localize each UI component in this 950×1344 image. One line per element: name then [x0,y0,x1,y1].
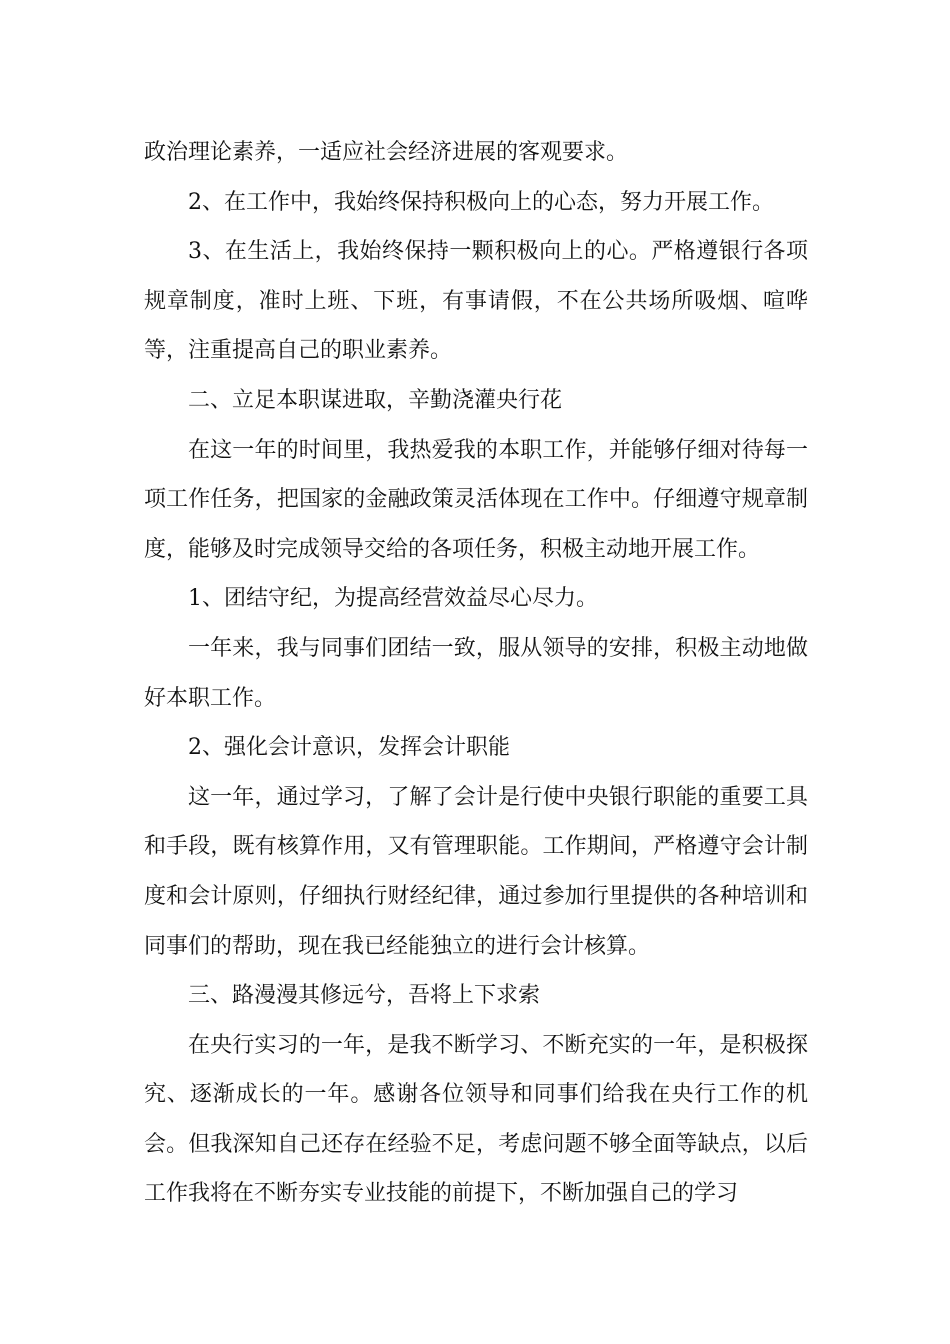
paragraph-2: 2、在工作中，我始终保持积极向上的心态，努力开展工作。 [188,189,774,215]
paragraph-9: 这一年，通过学习，了解了会计是行使中央银行职能的重要工具和手段，既有核算作用，又有管理职能。工作期间，严格遵守会计制度和会计原则，仔细执行财经纪律，通过参加行里提供的各种培训和同事们的帮助，现在我已经能独立的进行会计核算。 [144,784,808,959]
paragraph-5: 在这一年的时间里，我热爱我的本职工作，并能够仔细对待每一项工作任务，把国家的金融政策灵活体现在工作中。仔细遵守规章制度，能够及时完成领导交给的各项任务，积极主动地开展工作。 [144,437,808,562]
document-body [144,128,808,1219]
paragraph-3: 3、在生活上，我始终保持一颗积极向上的心。严格遵银行各项规章制度，准时上班、下班，有事请假，不在公共场所吸烟、喧哗等，注重提高自己的职业素养。 [144,239,808,364]
paragraph-7: 一年来，我与同事们团结一致，服从领导的安排，积极主动地做好本职工作。 [144,635,808,711]
paragraph-1: 政治理论素养，一适应社会经济进展的客观要求。 [144,140,629,165]
section-heading-3: 三、路漫漫其修远兮，吾将上下求索 [188,983,541,1009]
subheading-2: 2、强化会计意识，发挥会计职能 [188,735,510,761]
subheading-1: 1、团结守纪，为提高经营效益尽心尽力。 [188,586,598,612]
paragraph-11: 在央行实习的一年，是我不断学习、不断充实的一年，是积极探究、逐渐成长的一年。感谢各位领导和同事们给我在央行工作的机会。但我深知自己还存在经验不足，考虑问题不够全面等缺点，以后工作我将在不断夯实专业技能的前提下，不断加强自己的学习 [144,1032,808,1207]
section-heading-2: 二、立足本职谋进取，辛勤浇灌央行花 [188,387,563,413]
